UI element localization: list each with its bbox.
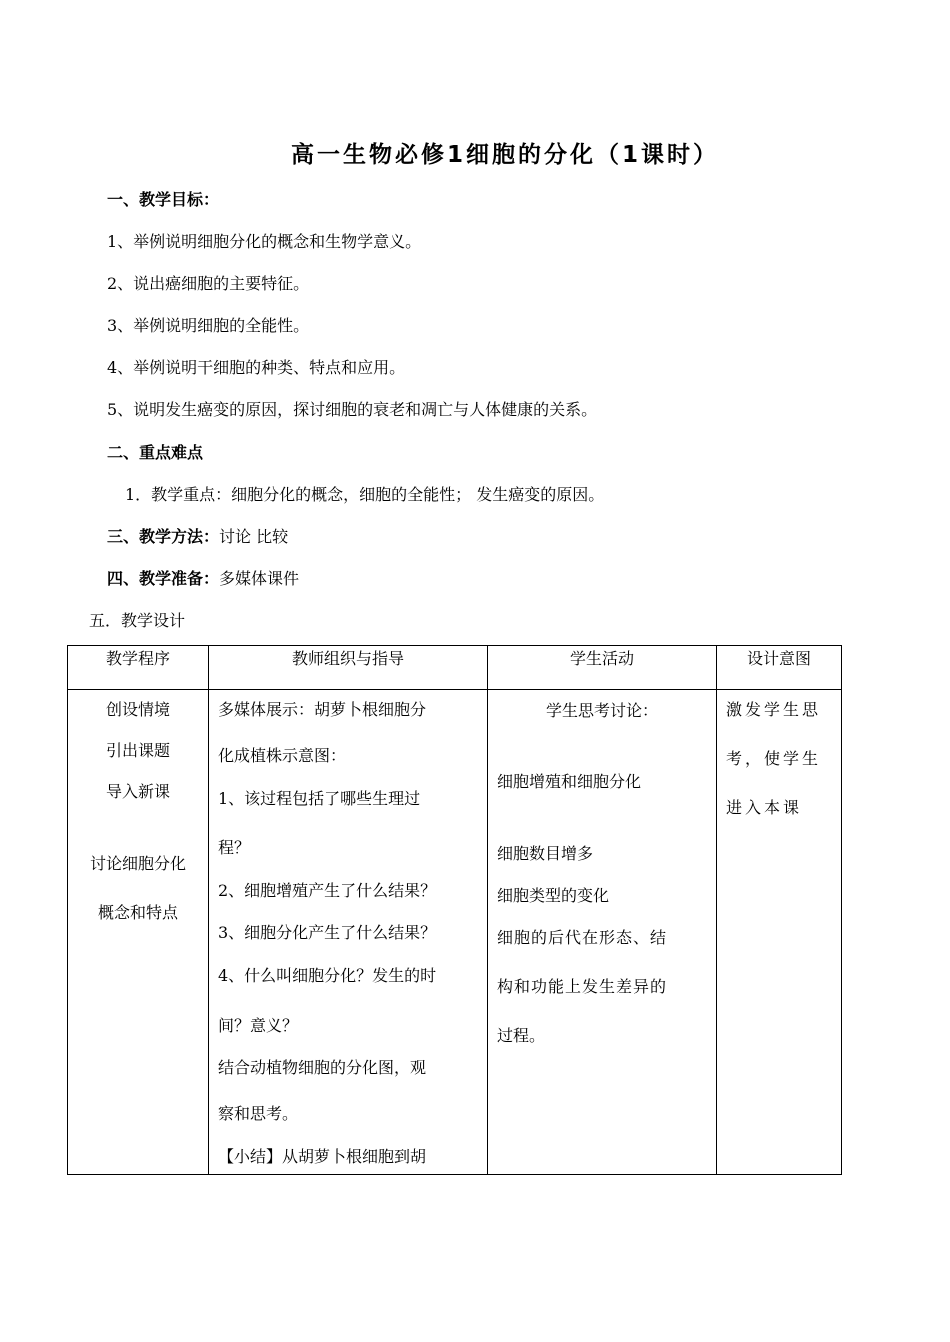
section-heading-methods: 三、教学方法： — [107, 527, 220, 546]
preparation-value: 多媒体课件 — [219, 569, 300, 588]
student-line: 过程。 — [497, 1026, 546, 1045]
procedure-line: 引出课题 — [105, 741, 170, 760]
table-row — [68, 690, 842, 1175]
table-cell-student — [488, 690, 717, 1175]
intent-line: 进入本课 — [726, 798, 803, 817]
section-heading-design: 五．教学设计 — [89, 611, 186, 630]
table-cell-teacher — [209, 690, 488, 1175]
procedure-line: 讨论细胞分化 — [89, 854, 186, 873]
section-heading-preparation: 四、教学准备： — [107, 569, 220, 588]
teacher-line: 1、该过程包括了哪些生理过 — [218, 789, 421, 808]
table-header-cell: 设计意图 — [717, 646, 842, 690]
table-cell-procedure — [68, 690, 209, 1175]
objective-item: 4、举例说明干细胞的种类、特点和应用。 — [107, 358, 406, 377]
section-heading-objectives: 一、教学目标： — [107, 190, 220, 209]
section-methods — [107, 524, 288, 547]
teacher-line: 【小结】从胡萝卜根细胞到胡 — [218, 1147, 427, 1166]
teacher-line: 化成植株示意图： — [218, 746, 347, 765]
objective-item: 5、说明发生癌变的原因，探讨细胞的衰老和凋亡与人体健康的关系。 — [107, 400, 598, 419]
teacher-line: 结合动植物细胞的分化图，观 — [218, 1058, 427, 1077]
teacher-line: 间？意义？ — [218, 1016, 299, 1035]
table-header-cell: 教师组织与指导 — [209, 646, 488, 690]
teaching-design-table — [67, 645, 842, 1175]
teacher-line: 多媒体展示：胡萝卜根细胞分 — [218, 700, 427, 719]
teacher-line: 程？ — [218, 838, 251, 857]
student-line: 细胞类型的变化 — [497, 886, 610, 905]
student-line: 细胞数目增多 — [497, 844, 594, 863]
teacher-line: 4、什么叫细胞分化？发生的时 — [218, 966, 437, 985]
student-line: 学生思考讨论： — [545, 701, 658, 720]
table-header-cell: 教学程序 — [68, 646, 209, 690]
section-preparation — [107, 566, 299, 589]
procedure-line: 导入新课 — [105, 782, 170, 801]
objective-item: 3、举例说明细胞的全能性。 — [107, 316, 310, 335]
table-header-cell: 学生活动 — [488, 646, 717, 690]
student-line: 构和功能上发生差异的 — [497, 977, 668, 996]
intent-line: 激发学生思 — [726, 700, 822, 719]
intent-line: 考，使学生 — [726, 749, 822, 768]
keypoint-item: 1．教学重点：细胞分化的概念，细胞的全能性； 发生癌变的原因。 — [125, 485, 605, 504]
student-line: 细胞的后代在形态、结 — [497, 928, 668, 947]
teacher-line: 2、细胞增殖产生了什么结果？ — [218, 881, 437, 900]
teacher-line: 3、细胞分化产生了什么结果？ — [218, 923, 437, 942]
section-heading-keypoints: 二、重点难点 — [107, 443, 204, 462]
methods-value: 讨论 比较 — [219, 527, 289, 546]
objective-item: 1、举例说明细胞分化的概念和生物学意义。 — [107, 232, 422, 251]
table-header-row — [68, 646, 842, 690]
teacher-line: 察和思考。 — [218, 1104, 299, 1123]
page-title: 高一生物必修1细胞的分化（1课时） — [290, 142, 719, 168]
procedure-line: 概念和特点 — [97, 903, 178, 922]
objective-item: 2、说出癌细胞的主要特征。 — [107, 274, 310, 293]
procedure-line: 创设情境 — [105, 700, 170, 719]
table-cell-intent — [717, 690, 842, 1175]
student-line: 细胞增殖和细胞分化 — [497, 772, 642, 791]
